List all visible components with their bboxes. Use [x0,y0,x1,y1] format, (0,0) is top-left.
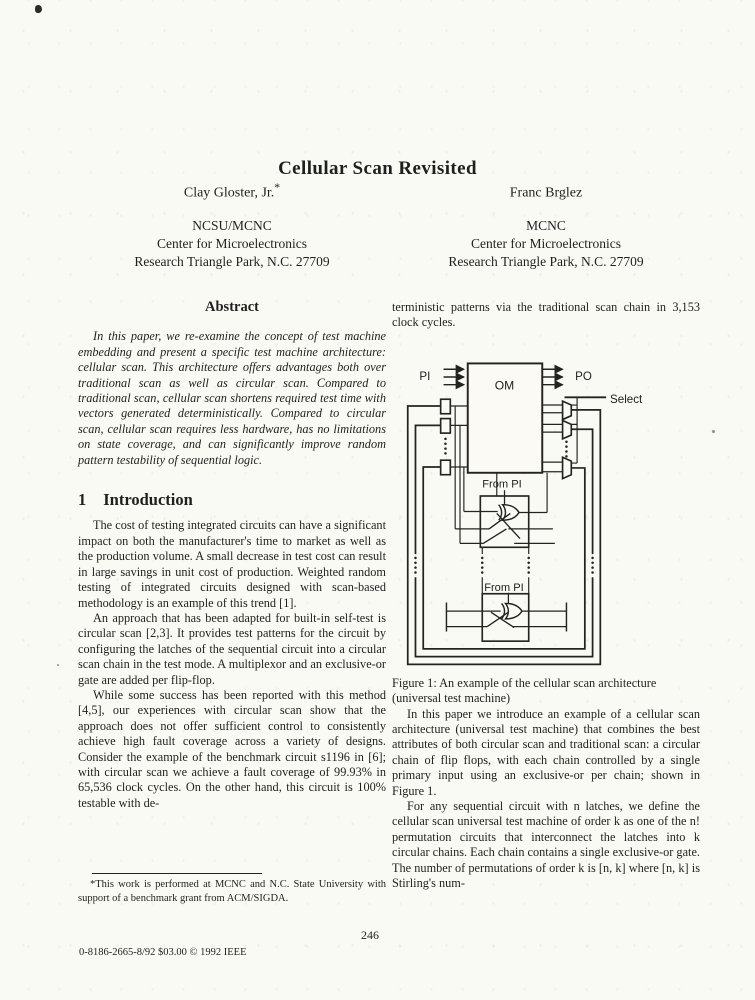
footnote-text: *This work is performed at MCNC and N.C. State University with support of a benchmark grant from ACM/SIGDA. [78,879,386,904]
affiliation-line: NCSU/MCNC [192,218,272,233]
om-box [468,363,543,472]
paper-title: Cellular Scan Revisited [278,157,477,179]
footnote-rule [92,873,262,874]
figure-caption: Figure 1: An example of the cellular scan architecture (universal test machine) [392,675,657,706]
figure-label-pi: PI [419,369,431,383]
scan-speck [35,5,42,13]
xor-cell-upper [455,478,555,547]
latch-column [441,399,451,474]
affiliation-line: Research Triangle Park, N.C. 27709 [448,254,644,269]
figure-label-po: PO [575,369,592,383]
author-left [78,181,386,202]
affiliation-line: MCNC [526,218,566,233]
figure-label-select: Select [610,392,643,406]
select-net [565,393,644,463]
ellipsis-dots [444,437,447,454]
affiliation-line: Center for Microelectronics [157,236,307,251]
section-title: Introduction [103,490,193,510]
right-column [392,300,700,892]
left-column [78,300,386,811]
body-paragraph: For any sequential circuit with n latches, we define the cellular scan universal test machine of order k as one of the n! permutation circuits that interconnect the latches into k circular chains. Each chain contains a single exclusive-or gate. The number of permutations of order k is [n, k] where [n, k] is Stirling's num- [392,799,700,891]
author-right [392,181,700,202]
intro-paragraph: An approach that has been adapted for built-in self-test is circular scan [2,3]. It provides test patterns for the circuit by configuring the latches of the sequential circuit into a circular scan chain in the test mode. A multiplexor and an exclusive-or gate are added per flip-flop. [78,610,386,687]
affiliation-right [392,217,700,271]
mux-column [563,401,572,478]
ellipsis-dots-row [414,556,594,573]
intro-paragraph: The cost of testing integrated circuits can have a significant impact on both the manufacturer's time to market as well as the production volume. A small decrease in test cost can result in large savings in unit cost of production. Weighted random testing of integrated circuits designed with scan-based methodology is an example of this trend [1]. [78,518,386,610]
affiliation-line: Research Triangle Park, N.C. 27709 [134,254,330,269]
page-number: 246 [361,928,379,942]
affiliation-left [78,217,386,271]
body-paragraph: In this paper we introduce an example of a cellular scan architecture (universal test machine) that combines the best attributes of both circular scan and traditional scan: a circular chain of flip flops, with each chain controlled by a single primary input using an exclusive-or per chain; shown in Figure 1. [392,706,700,798]
xor-cell-lower [446,582,566,641]
figure-diagram-svg [400,346,700,676]
section-heading-introduction [78,490,386,510]
figure-label-om: OM [494,378,515,393]
ellipsis-dots [565,440,568,457]
po-arrows [542,369,592,384]
author-name: Clay Gloster, Jr. [183,185,275,201]
figure-1 [392,346,700,707]
author-name: Franc Brglez [509,185,583,201]
figure-label-from-pi: From PI [482,478,522,491]
copyright-line: 0-8186-2665-8/92 $03.00 © 1992 IEEE [79,947,247,958]
affiliation-line: Center for Microelectronics [471,236,621,251]
section-number: 1 [78,490,87,510]
figure-label-from-pi: From PI [484,581,524,594]
scan-speck [712,430,715,433]
footnote [78,873,386,905]
pi-arrows [419,369,464,384]
abstract-heading: Abstract [205,299,259,315]
scan-speck [57,664,59,666]
abstract-body: In this paper, we re-examine the concept of test machine embedding and present a specific test machine architecture: cellular scan. This architecture offers advantages both over traditional scan as well as circular scan. Compared to traditional scan, cellular scan shortens required test time with vectors generated deterministically. Compared to circular scan, cellular scan requires less hardware, has no limitations on state coverage, and can significantly improve random pattern testability of sequential logic. [78,329,386,467]
column-top-text: terministic patterns via the traditional scan chain in 3,153 clock cycles. [392,300,700,330]
intro-paragraph: While some success has been reported with this method [4,5], our experiences with circular scan show that the approach does not offer sufficient control to consistently achieve high fault coverage across a variety of designs. Consider the example of the benchmark circuit s1196 in [6]; with circular scan we achieve a fault coverage of 99.93% in 65,536 clock cycles. On the other hand, this circuit is 100% testable with de- [78,687,386,810]
author-footnote-mark: * [274,181,281,194]
xor-gate-icon [505,603,521,618]
